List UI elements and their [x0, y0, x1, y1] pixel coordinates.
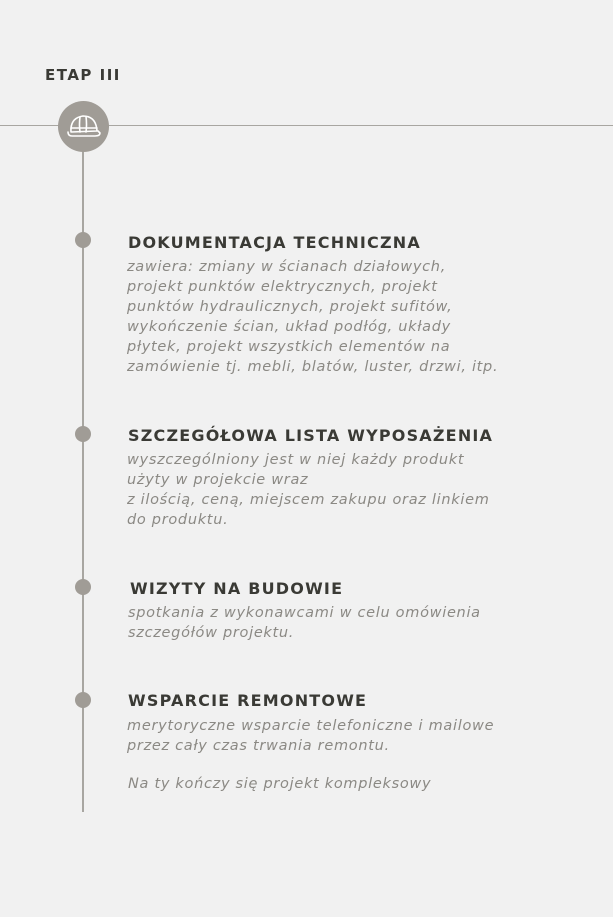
- item-description-technical-documentation: [127, 257, 557, 377]
- timeline-dot: [75, 426, 91, 442]
- timeline-dot: [75, 579, 91, 595]
- description-line: zamówienie tj. mebli, blatów, luster, drzwi, itp.: [127, 359, 499, 375]
- description-line: spotkania z wykonawcami w celu omówienia: [128, 605, 481, 621]
- description-line: wyszczególniony jest w niej każdy produkt: [127, 452, 465, 468]
- description-line: do produktu.: [127, 512, 229, 528]
- description-line: projekt punktów elektrycznych, projekt: [127, 279, 438, 295]
- item-title-technical-documentation: DOKUMENTACJA TECHNICZNA: [128, 233, 421, 252]
- description-line: z ilością, ceną, miejscem zakupu oraz linkiem: [127, 492, 490, 508]
- closing-note: Na ty kończy się projekt kompleksowy: [128, 776, 432, 792]
- item-description-site-visits: [128, 603, 558, 643]
- timeline-dot: [75, 692, 91, 708]
- stage-icon-badge: [58, 101, 109, 152]
- description-line: merytoryczne wsparcie telefoniczne i mailowe: [127, 718, 495, 734]
- description-line: zawiera: zmiany w ścianach działowych,: [127, 259, 447, 275]
- item-title-renovation-support: WSPARCIE REMONTOWE: [128, 691, 368, 710]
- timeline-dot: [75, 232, 91, 248]
- description-line: szczegółów projektu.: [128, 625, 295, 641]
- item-description-renovation-support: [127, 716, 557, 756]
- item-title-site-visits: WIZYTY NA BUDOWIE: [130, 579, 344, 598]
- description-line: punktów hydraulicznych, projekt sufitów,: [127, 299, 453, 315]
- item-description-equipment-list: [127, 450, 557, 530]
- hard-hat-icon: [58, 101, 109, 152]
- description-line: płytek, projekt wszystkich elementów na: [127, 339, 451, 355]
- description-line: użyty w projekcie wraz: [127, 472, 309, 488]
- item-title-equipment-list: SZCZEGÓŁOWA LISTA WYPOSAŻENIA: [128, 426, 494, 445]
- stage-title: ETAP III: [45, 66, 121, 84]
- description-line: przez cały czas trwania remontu.: [127, 738, 390, 754]
- description-line: wykończenie ścian, układ podłóg, układy: [127, 319, 451, 335]
